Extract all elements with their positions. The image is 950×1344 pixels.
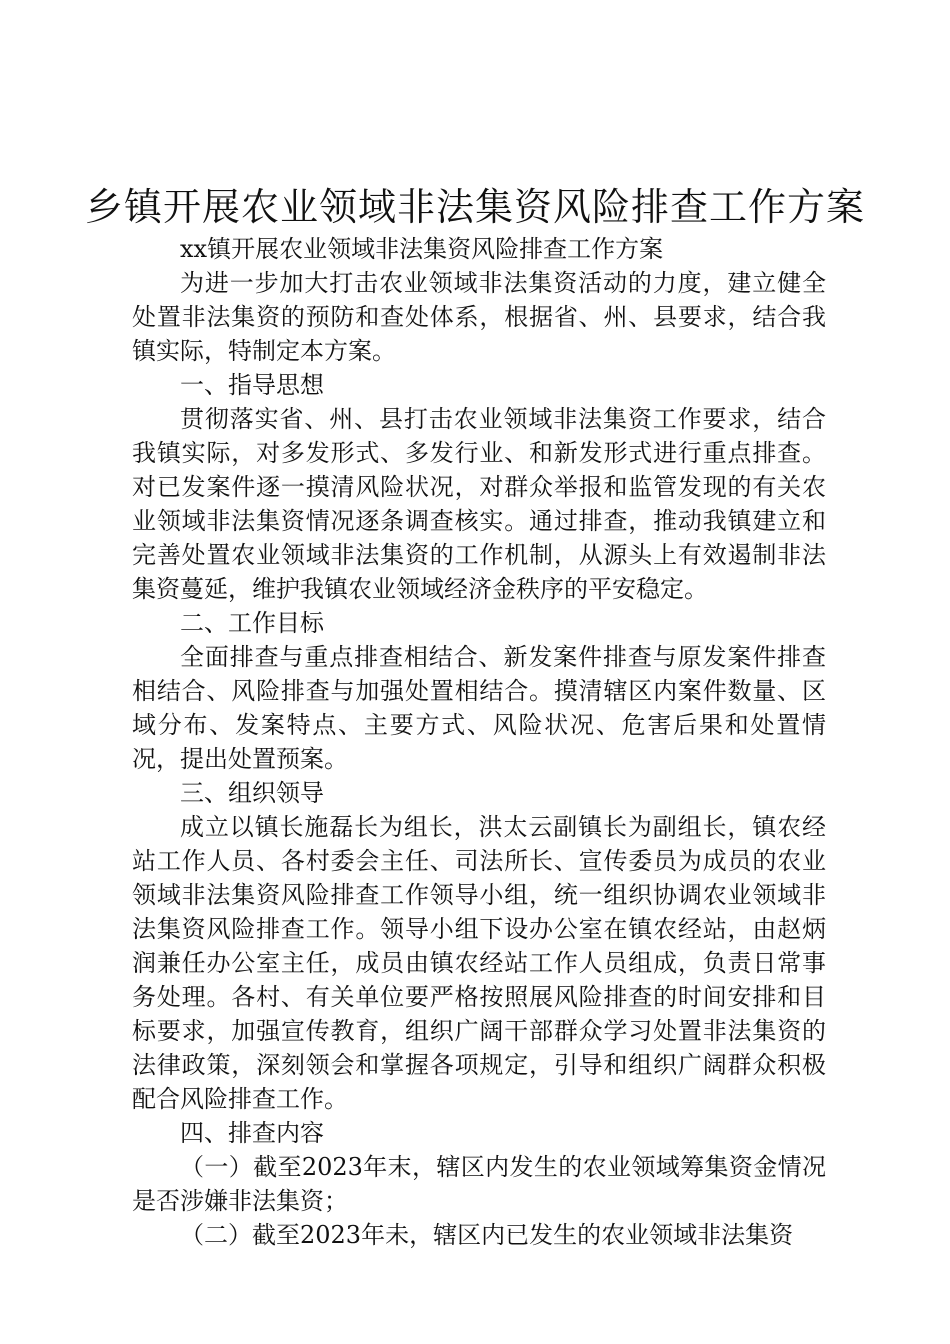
section-paragraph: 贯彻落实省、州、县打击农业领域非法集资工作要求，结合我镇实际，对多发形式、多发行业、和新发形式进行重点排查。对已发案件逐一摸清风险状况，对群众举报和监管发现的有关农业领域非法集资情况逐条调查核实。通过排查，推动我镇建立和完善处置农业领域非法集资的工作机制，从源头上有效遏制非法集资蔓延，维护我镇农业领域经济金秩序的平安稳定。 [132,405,826,603]
section-heading-organization: 三、组织领导 [180,779,324,807]
section-heading-investigation-content: 四、排查内容 [180,1119,324,1147]
section-heading-work-goals: 二、工作目标 [180,609,324,637]
document-title: 乡镇开展农业领域非法集资风险排查工作方案 [84,185,865,229]
section-heading-guiding-thought: 一、指导思想 [180,371,324,399]
section-paragraph: （二）截至2023年未，辖区内已发生的农业领域非法集资 [180,1221,794,1249]
document-subtitle: xx镇开展农业领域非法集资风险排查工作方案 [180,235,664,263]
section-paragraph: （一）截至2023年末，辖区内发生的农业领域筹集资金情况是否涉嫌非法集资； [132,1153,826,1215]
intro-paragraph: 为进一步加大打击农业领域非法集资活动的力度，建立健全处置非法集资的预防和查处体系，根据省、州、县要求，结合我镇实际，特制定本方案。 [132,269,826,365]
document-body [132,232,826,1252]
section-paragraph: 成立以镇长施磊长为组长，洪太云副镇长为副组长，镇农经站工作人员、各村委会主任、司法所长、宣传委员为成员的农业领域非法集资风险排查工作领导小组，统一组织协调农业领域非法集资风险排查工作。领导小组下设办公室在镇农经站，由赵炳润兼任办公室主任，成员由镇农经站工作人员组成，负责日常事务处理。各村、有关单位要严格按照展风险排查的时间安排和目标要求，加强宣传教育，组织广阔干部群众学习处置非法集资的法律政策，深刻领会和掌握各项规定，引导和组织广阔群众积极配合风险排查工作。 [132,813,826,1113]
section-paragraph: 全面排查与重点排查相结合、新发案件排查与原发案件排查相结合、风险排查与加强处置相结合。摸清辖区内案件数量、区域分布、发案特点、主要方式、风险状况、危害后果和处置情况，提出处置预案。 [132,643,826,773]
